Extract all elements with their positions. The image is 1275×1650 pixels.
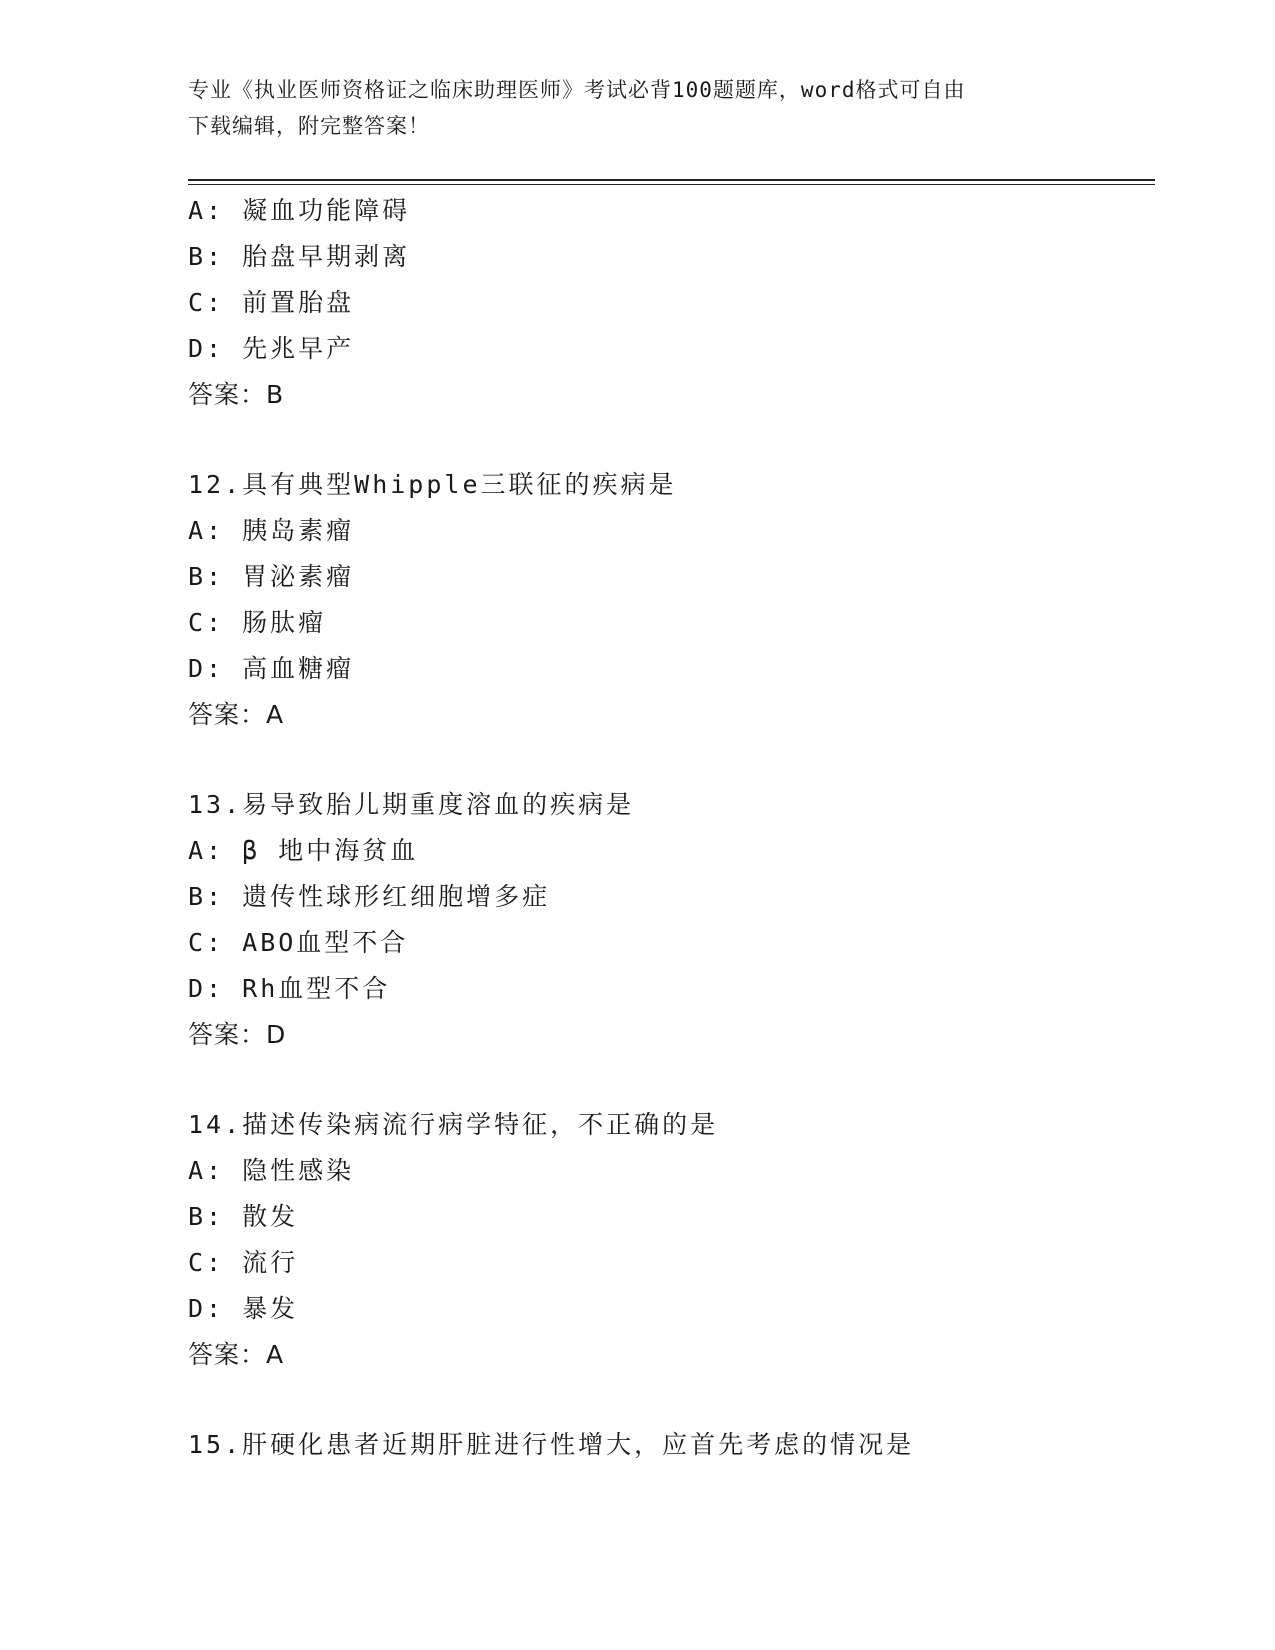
option-b: B: 遗传性球形红细胞增多症 <box>188 882 551 911</box>
option-d: D: 先兆早产 <box>188 334 355 363</box>
answer: 答案：A <box>188 1340 285 1369</box>
question-13 <box>188 782 1148 1058</box>
spacer <box>188 1378 1148 1422</box>
option-b: B: 胃泌素瘤 <box>188 562 355 591</box>
spacer <box>188 1058 1148 1102</box>
option-c: C: 肠肽瘤 <box>188 608 327 637</box>
header-rule-thin <box>188 184 1155 185</box>
header-rule-thick <box>188 179 1155 181</box>
option-a: A: β 地中海贫血 <box>188 836 419 865</box>
question-list <box>188 188 1148 1468</box>
option-a: A: 凝血功能障碍 <box>188 196 411 225</box>
question-15 <box>188 1422 1148 1468</box>
question-stem: 13.易导致胎儿期重度溶血的疾病是 <box>188 790 635 819</box>
option-d: D: 高血糖瘤 <box>188 654 355 683</box>
question-stem: 12.具有典型Whipple三联征的疾病是 <box>188 470 677 499</box>
option-a: A: 隐性感染 <box>188 1156 355 1185</box>
option-b: B: 散发 <box>188 1202 299 1231</box>
header-line-1: 专业《执业医师资格证之临床助理医师》考试必背100题题库，word格式可自由 <box>188 78 966 102</box>
question-14 <box>188 1102 1148 1378</box>
answer: 答案：A <box>188 700 285 729</box>
question-12 <box>188 462 1148 738</box>
option-a: A: 胰岛素瘤 <box>188 516 355 545</box>
answer: 答案：B <box>188 380 285 409</box>
option-b: B: 胎盘早期剥离 <box>188 242 411 271</box>
answer: 答案：D <box>188 1020 287 1049</box>
header-line-2: 下载编辑，附完整答案！ <box>188 114 430 138</box>
question-stem: 15.肝硬化患者近期肝脏进行性增大，应首先考虑的情况是 <box>188 1430 915 1459</box>
document-header <box>188 72 1088 144</box>
option-c: C: 流行 <box>188 1248 299 1277</box>
spacer <box>188 738 1148 782</box>
option-d: D: Rh血型不合 <box>188 974 391 1003</box>
option-c: C: ABO血型不合 <box>188 928 409 957</box>
question-stem: 14.描述传染病流行病学特征，不正确的是 <box>188 1110 719 1139</box>
spacer <box>188 418 1148 462</box>
question-11-continued <box>188 188 1148 418</box>
option-d: D: 暴发 <box>188 1294 299 1323</box>
option-c: C: 前置胎盘 <box>188 288 355 317</box>
